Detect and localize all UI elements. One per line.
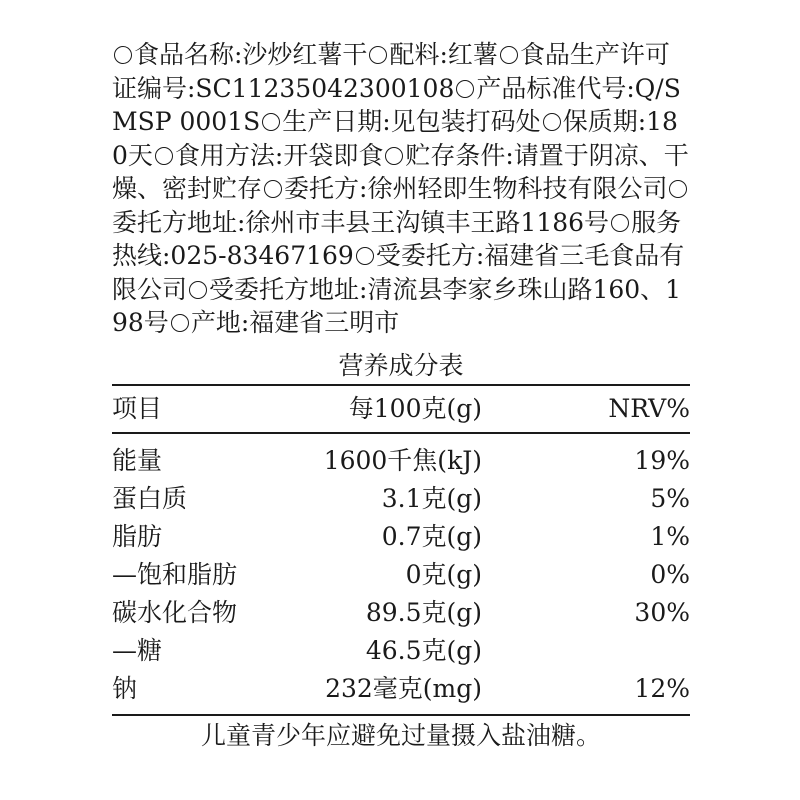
circle-bullet-icon	[356, 247, 374, 265]
row-amount: 3.1克(g)	[381, 484, 482, 513]
row-item: —饱和脂肪	[112, 560, 238, 589]
circle-bullet-icon	[611, 214, 629, 232]
circle-bullet-icon	[456, 80, 474, 98]
info-standard-code: 产品标准代号:Q/SMSP 0001S	[112, 73, 681, 136]
row-nrv	[482, 632, 690, 670]
circle-bullet-icon	[500, 46, 518, 64]
table-row	[112, 518, 690, 556]
table-row	[112, 442, 690, 480]
info-client-address: 委托方地址:徐州市丰县王沟镇丰王路1186号	[112, 207, 610, 237]
row-amount: 46.5克(g)	[365, 636, 482, 665]
row-nrv: 12%	[634, 674, 690, 703]
info-usage: 食用方法:开袋即食	[174, 140, 384, 170]
info-manufacturer-address: 受委托方地址:清流县李家乡珠山路160、198号	[112, 274, 682, 337]
circle-bullet-icon	[669, 180, 687, 198]
table-row	[112, 670, 690, 708]
nutrition-body	[112, 434, 690, 714]
nutrition-table	[112, 348, 690, 756]
circle-bullet-icon	[114, 46, 132, 64]
info-origin: 产地:福建省三明市	[190, 308, 400, 337]
product-info-text	[112, 38, 690, 340]
row-nrv: 1%	[650, 522, 690, 551]
row-nrv: 19%	[634, 446, 690, 475]
row-item: 脂肪	[112, 522, 163, 551]
info-manufacturer: 受委托方:福建省三毛食品有限公司	[112, 241, 685, 304]
info-license-number: 食品生产许可证编号:SC11235042300108	[112, 40, 670, 103]
nutrition-table-title: 营养成分表	[338, 351, 464, 380]
info-product-name: 食品名称:沙炒红薯干	[134, 40, 368, 69]
circle-bullet-icon	[543, 113, 561, 131]
circle-bullet-icon	[171, 314, 189, 332]
row-amount: 232毫克(mg)	[325, 674, 482, 703]
header-nrv: NRV%	[608, 394, 690, 423]
row-nrv: 0%	[650, 560, 690, 589]
circle-bullet-icon	[385, 147, 403, 165]
product-info-block	[112, 38, 690, 340]
circle-bullet-icon	[369, 46, 387, 64]
row-item: 能量	[112, 446, 163, 475]
row-amount: 1600千焦(kJ)	[323, 446, 482, 475]
circle-bullet-icon	[155, 147, 173, 165]
info-hotline: 服务热线:025-83467169	[112, 207, 682, 270]
row-item: 蛋白质	[112, 484, 188, 513]
row-nrv: 5%	[650, 484, 690, 513]
row-amount: 0.7克(g)	[381, 522, 482, 551]
nutrition-footer-note: 儿童青少年应避免过量摄入盐油糖。	[200, 721, 601, 750]
circle-bullet-icon	[262, 113, 280, 131]
info-storage: 贮存条件:请置于阴凉、干燥、密封贮存	[112, 140, 689, 203]
row-item: —糖	[112, 636, 163, 665]
circle-bullet-icon	[264, 180, 282, 198]
row-nrv: 30%	[634, 598, 690, 627]
info-client: 委托方:徐州轻即生物科技有限公司	[284, 174, 668, 203]
info-ingredients: 配料:红薯	[389, 40, 498, 69]
table-row	[112, 594, 690, 632]
info-production-date: 生产日期:见包装打码处	[282, 107, 541, 136]
header-item: 项目	[112, 394, 163, 423]
row-item: 碳水化合物	[112, 598, 238, 627]
header-amount: 每100克(g)	[348, 394, 482, 423]
table-row	[112, 480, 690, 518]
row-item: 钠	[112, 674, 138, 703]
row-amount: 0克(g)	[405, 560, 482, 589]
circle-bullet-icon	[189, 281, 207, 299]
table-row	[112, 556, 690, 594]
table-row	[112, 632, 690, 670]
info-shelf-life: 保质期:180天	[112, 107, 678, 170]
nutrition-header-row	[112, 386, 690, 432]
row-amount: 89.5克(g)	[365, 598, 482, 627]
